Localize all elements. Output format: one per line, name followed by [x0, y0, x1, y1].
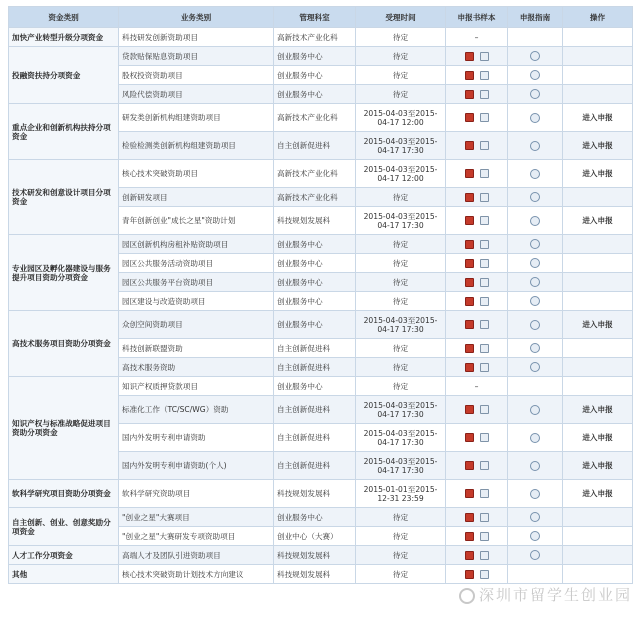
sample-cell	[446, 292, 508, 311]
sample-cell	[446, 104, 508, 132]
document-icon[interactable]	[480, 259, 489, 268]
time-cell: 待定	[356, 527, 446, 546]
table-row	[9, 480, 633, 508]
time-cell: 待定	[356, 273, 446, 292]
item-cell: 高技术服务资助	[119, 358, 274, 377]
dept-cell: 创业服务中心	[274, 47, 356, 66]
document-icon[interactable]	[480, 532, 489, 541]
time-cell: 待定	[356, 339, 446, 358]
pdf-icon[interactable]	[465, 532, 474, 541]
apply-link	[563, 254, 633, 273]
pdf-icon[interactable]	[465, 71, 474, 80]
pdf-icon[interactable]	[465, 344, 474, 353]
pdf-icon[interactable]	[465, 90, 474, 99]
item-cell: 知识产权质押贷款项目	[119, 377, 274, 396]
guide-icon[interactable]	[530, 531, 540, 541]
apply-link	[563, 47, 633, 66]
guide-icon[interactable]	[530, 258, 540, 268]
dept-cell: 科技规划发展科	[274, 480, 356, 508]
guide-icon[interactable]	[530, 343, 540, 353]
pdf-icon[interactable]	[465, 240, 474, 249]
sample-cell	[446, 339, 508, 358]
pdf-icon[interactable]	[465, 570, 474, 579]
apply-link[interactable]: 进入申报	[563, 480, 633, 508]
apply-link	[563, 273, 633, 292]
sample-cell	[446, 47, 508, 66]
time-cell: 待定	[356, 188, 446, 207]
guide-cell	[508, 527, 563, 546]
dept-cell: 自主创新促进科	[274, 396, 356, 424]
time-cell: 2015-04-03至2015-04-17 17:30	[356, 132, 446, 160]
guide-cell	[508, 273, 563, 292]
guide-cell	[508, 292, 563, 311]
item-cell: 核心技术突破资助项目	[119, 160, 274, 188]
sample-cell	[446, 358, 508, 377]
apply-link[interactable]: 进入申报	[563, 207, 633, 235]
item-cell: 贷款贴保贴息资助项目	[119, 47, 274, 66]
guide-cell	[508, 188, 563, 207]
apply-link	[563, 28, 633, 47]
pdf-icon[interactable]	[465, 141, 474, 150]
sample-cell	[446, 66, 508, 85]
item-cell: 国内外发明专利申请资助(个人)	[119, 452, 274, 480]
sample-cell	[446, 85, 508, 104]
sample-cell	[446, 565, 508, 584]
item-cell: 青年创新创业"成长之星"资助计划	[119, 207, 274, 235]
guide-cell	[508, 480, 563, 508]
dept-cell: 创业服务中心	[274, 377, 356, 396]
apply-link[interactable]: 进入申报	[563, 396, 633, 424]
guide-cell	[508, 207, 563, 235]
apply-link	[563, 508, 633, 527]
guide-icon[interactable]	[530, 461, 540, 471]
dept-cell: 自主创新促进科	[274, 339, 356, 358]
guide-icon[interactable]	[530, 89, 540, 99]
table-row	[9, 311, 633, 339]
guide-cell	[508, 235, 563, 254]
pdf-icon[interactable]	[465, 52, 474, 61]
table-row	[9, 508, 633, 527]
document-icon[interactable]	[480, 513, 489, 522]
time-cell: 2015-04-03至2015-04-17 17:30	[356, 452, 446, 480]
apply-link[interactable]: 进入申报	[563, 424, 633, 452]
guide-cell	[508, 311, 563, 339]
time-cell: 2015-04-03至2015-04-17 17:30	[356, 424, 446, 452]
pdf-icon[interactable]	[465, 278, 474, 287]
dept-cell: 高新技术产业化科	[274, 104, 356, 132]
apply-link	[563, 66, 633, 85]
item-cell: "创业之星"大赛研发专项资助项目	[119, 527, 274, 546]
sample-cell	[446, 452, 508, 480]
guide-cell	[508, 452, 563, 480]
sample-cell	[446, 235, 508, 254]
table-row	[9, 28, 633, 47]
pdf-icon[interactable]	[465, 489, 474, 498]
time-cell: 2015-04-03至2015-04-17 12:00	[356, 104, 446, 132]
item-cell: 国内外发明专利申请资助	[119, 424, 274, 452]
item-cell: 核心技术突破资助计划技术方向建议	[119, 565, 274, 584]
guide-cell	[508, 339, 563, 358]
guide-icon[interactable]	[530, 362, 540, 372]
guide-cell	[508, 66, 563, 85]
watermark	[459, 584, 632, 605]
item-cell: 科技研发创新资助项目	[119, 28, 274, 47]
guide-cell	[508, 47, 563, 66]
time-cell: 2015-04-03至2015-04-17 17:30	[356, 311, 446, 339]
pdf-icon[interactable]	[465, 259, 474, 268]
category-cell: 知识产权与标准战略促进项目资助分项资金	[9, 377, 119, 480]
category-cell: 重点企业和创新机构扶持分项资金	[9, 104, 119, 160]
guide-cell	[508, 254, 563, 273]
guide-cell	[508, 508, 563, 527]
item-cell: 园区公共服务平台资助项目	[119, 273, 274, 292]
pdf-icon[interactable]	[465, 551, 474, 560]
apply-link	[563, 292, 633, 311]
item-cell: 股权投资资助项目	[119, 66, 274, 85]
guide-cell	[508, 377, 563, 396]
table-row	[9, 377, 633, 396]
sample-cell: –	[446, 377, 508, 396]
guide-icon[interactable]	[530, 113, 540, 123]
document-icon[interactable]	[480, 278, 489, 287]
time-cell: 待定	[356, 508, 446, 527]
document-icon[interactable]	[480, 320, 489, 329]
header-item: 业务类别	[119, 7, 274, 28]
time-cell: 待定	[356, 254, 446, 273]
guide-icon[interactable]	[530, 512, 540, 522]
document-icon[interactable]	[480, 193, 489, 202]
apply-link[interactable]: 进入申报	[563, 311, 633, 339]
guide-icon[interactable]	[530, 70, 540, 80]
dept-cell: 创业服务中心	[274, 311, 356, 339]
guide-icon[interactable]	[530, 169, 540, 179]
pdf-icon[interactable]	[465, 405, 474, 414]
sample-cell	[446, 254, 508, 273]
guide-icon[interactable]	[530, 433, 540, 443]
guide-cell	[508, 132, 563, 160]
dept-cell: 自主创新促进科	[274, 132, 356, 160]
dept-cell: 创业服务中心	[274, 273, 356, 292]
pdf-icon[interactable]	[465, 363, 474, 372]
guide-cell	[508, 104, 563, 132]
item-cell: 风险代偿资助项目	[119, 85, 274, 104]
category-cell: 人才工作分项资金	[9, 546, 119, 565]
dept-cell: 自主创新促进科	[274, 358, 356, 377]
header-op: 操作	[563, 7, 633, 28]
document-icon[interactable]	[480, 216, 489, 225]
funding-table	[8, 6, 633, 584]
sample-cell	[446, 508, 508, 527]
guide-icon[interactable]	[530, 405, 540, 415]
sample-cell	[446, 396, 508, 424]
dept-cell: 创业中心（大赛）	[274, 527, 356, 546]
guide-cell	[508, 396, 563, 424]
time-cell: 2015-04-03至2015-04-17 12:00	[356, 160, 446, 188]
item-cell: 高端人才及团队引进资助项目	[119, 546, 274, 565]
apply-link[interactable]: 进入申报	[563, 160, 633, 188]
dept-cell: 高新技术产业化科	[274, 160, 356, 188]
sample-cell	[446, 311, 508, 339]
guide-icon[interactable]	[530, 296, 540, 306]
document-icon[interactable]	[480, 297, 489, 306]
pdf-icon[interactable]	[465, 433, 474, 442]
document-icon[interactable]	[480, 551, 489, 560]
dept-cell: 科技规划发展科	[274, 565, 356, 584]
document-icon[interactable]	[480, 113, 489, 122]
header-sample: 申报书样本	[446, 7, 508, 28]
pdf-icon[interactable]	[465, 513, 474, 522]
funding-table-container	[8, 6, 632, 584]
item-cell: 检验检测类创新机构组建资助项目	[119, 132, 274, 160]
guide-icon[interactable]	[530, 277, 540, 287]
pdf-icon[interactable]	[465, 216, 474, 225]
apply-link	[563, 377, 633, 396]
header-guide: 申报指南	[508, 7, 563, 28]
apply-link	[563, 358, 633, 377]
sample-cell	[446, 132, 508, 160]
item-cell: 标准化工作（TC/SC/WG）资助	[119, 396, 274, 424]
dept-cell: 自主创新促进科	[274, 452, 356, 480]
apply-link	[563, 235, 633, 254]
sample-cell	[446, 273, 508, 292]
dept-cell: 自主创新促进科	[274, 424, 356, 452]
document-icon[interactable]	[480, 52, 489, 61]
document-icon[interactable]	[480, 363, 489, 372]
header-category: 资金类别	[9, 7, 119, 28]
time-cell: 待定	[356, 546, 446, 565]
dept-cell: 创业服务中心	[274, 66, 356, 85]
guide-cell	[508, 28, 563, 47]
guide-icon[interactable]	[530, 489, 540, 499]
time-cell: 2015-01-01至2015-12-31 23:59	[356, 480, 446, 508]
guide-cell	[508, 160, 563, 188]
category-cell: 自主创新、创业、创意奖励分项资金	[9, 508, 119, 546]
pdf-icon[interactable]	[465, 193, 474, 202]
time-cell: 2015-04-03至2015-04-17 17:30	[356, 207, 446, 235]
guide-cell	[508, 424, 563, 452]
dept-cell: 高新技术产业化科	[274, 188, 356, 207]
table-row	[9, 565, 633, 584]
table-row	[9, 160, 633, 188]
category-cell: 技术研发和创意设计项目分项资金	[9, 160, 119, 235]
dept-cell: 创业服务中心	[274, 235, 356, 254]
time-cell: 待定	[356, 235, 446, 254]
apply-link	[563, 565, 633, 584]
guide-cell	[508, 85, 563, 104]
guide-icon[interactable]	[530, 192, 540, 202]
apply-link	[563, 85, 633, 104]
document-icon[interactable]	[480, 344, 489, 353]
time-cell: 待定	[356, 377, 446, 396]
sample-cell	[446, 424, 508, 452]
table-row	[9, 546, 633, 565]
category-cell: 软科学研究项目资助分项资金	[9, 480, 119, 508]
watermark-logo-icon	[459, 588, 475, 604]
table-row	[9, 47, 633, 66]
document-icon[interactable]	[480, 405, 489, 414]
dept-cell: 高新技术产业化科	[274, 28, 356, 47]
time-cell: 待定	[356, 292, 446, 311]
apply-link[interactable]: 进入申报	[563, 132, 633, 160]
guide-icon[interactable]	[530, 51, 540, 61]
time-cell: 2015-04-03至2015-04-17 17:30	[356, 396, 446, 424]
apply-link	[563, 546, 633, 565]
guide-icon[interactable]	[530, 141, 540, 151]
document-icon[interactable]	[480, 141, 489, 150]
apply-link[interactable]: 进入申报	[563, 104, 633, 132]
pdf-icon[interactable]	[465, 113, 474, 122]
sample-cell	[446, 160, 508, 188]
item-cell: 园区建设与改造资助项目	[119, 292, 274, 311]
time-cell: 待定	[356, 28, 446, 47]
category-cell: 专业园区及孵化器建设与服务提升项目资助分项资金	[9, 235, 119, 311]
item-cell: 园区公共服务活动资助项目	[119, 254, 274, 273]
item-cell: "创业之星"大赛项目	[119, 508, 274, 527]
item-cell: 园区创新机构房租补贴资助项目	[119, 235, 274, 254]
item-cell: 创新研发项目	[119, 188, 274, 207]
time-cell: 待定	[356, 66, 446, 85]
sample-cell	[446, 527, 508, 546]
time-cell: 待定	[356, 47, 446, 66]
guide-cell	[508, 358, 563, 377]
category-cell: 投融资扶持分项资金	[9, 47, 119, 104]
pdf-icon[interactable]	[465, 461, 474, 470]
table-row	[9, 235, 633, 254]
sample-cell	[446, 546, 508, 565]
document-icon[interactable]	[480, 169, 489, 178]
dept-cell: 科技规划发展科	[274, 207, 356, 235]
document-icon[interactable]	[480, 461, 489, 470]
guide-icon[interactable]	[530, 320, 540, 330]
guide-icon[interactable]	[530, 216, 540, 226]
item-cell: 研发类创新机构组建资助项目	[119, 104, 274, 132]
dept-cell: 创业服务中心	[274, 254, 356, 273]
pdf-icon[interactable]	[465, 297, 474, 306]
sample-cell: –	[446, 28, 508, 47]
time-cell: 待定	[356, 565, 446, 584]
header-dept: 管理科室	[274, 7, 356, 28]
item-cell: 软科学研究资助项目	[119, 480, 274, 508]
dept-cell: 创业服务中心	[274, 292, 356, 311]
item-cell: 科技创新联盟资助	[119, 339, 274, 358]
dept-cell: 科技规划发展科	[274, 546, 356, 565]
table-row	[9, 104, 633, 132]
item-cell: 众创空间资助项目	[119, 311, 274, 339]
dept-cell: 创业服务中心	[274, 508, 356, 527]
guide-cell	[508, 565, 563, 584]
dept-cell: 创业服务中心	[274, 85, 356, 104]
sample-cell	[446, 207, 508, 235]
guide-icon[interactable]	[530, 239, 540, 249]
pdf-icon[interactable]	[465, 320, 474, 329]
watermark-text: 深圳市留学生创业园	[478, 586, 632, 604]
document-icon[interactable]	[480, 71, 489, 80]
document-icon[interactable]	[480, 433, 489, 442]
apply-link	[563, 339, 633, 358]
document-icon[interactable]	[480, 240, 489, 249]
apply-link[interactable]: 进入申报	[563, 452, 633, 480]
category-cell: 高技术服务项目资助分项资金	[9, 311, 119, 377]
document-icon[interactable]	[480, 489, 489, 498]
apply-link	[563, 188, 633, 207]
apply-link	[563, 527, 633, 546]
sample-cell	[446, 480, 508, 508]
category-cell: 加快产业转型升级分项资金	[9, 28, 119, 47]
header-time: 受理时间	[356, 7, 446, 28]
time-cell: 待定	[356, 85, 446, 104]
table-header-row	[9, 7, 633, 28]
time-cell: 待定	[356, 358, 446, 377]
sample-cell	[446, 188, 508, 207]
pdf-icon[interactable]	[465, 169, 474, 178]
document-icon[interactable]	[480, 570, 489, 579]
category-cell: 其他	[9, 565, 119, 584]
guide-icon[interactable]	[530, 550, 540, 560]
document-icon[interactable]	[480, 90, 489, 99]
guide-cell	[508, 546, 563, 565]
